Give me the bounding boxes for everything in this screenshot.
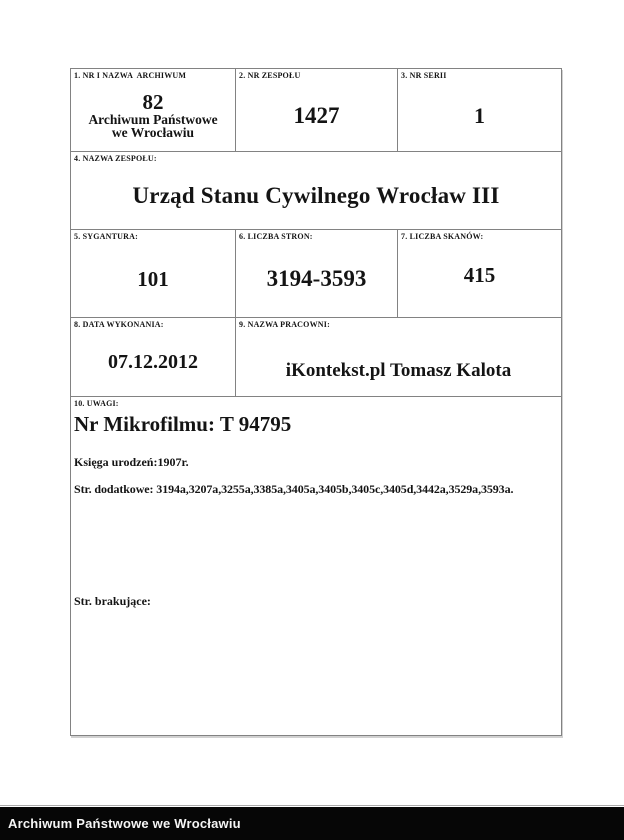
- field-label: 7. LICZBA SKANÓW:: [401, 232, 484, 241]
- archive-name-line2: we Wrocławiu: [111, 125, 195, 141]
- field-value-group: [71, 329, 235, 396]
- field-value-group: [398, 80, 561, 151]
- series-number: 1: [474, 102, 485, 128]
- cell-series-number: [398, 69, 561, 151]
- field-value-group: [71, 80, 235, 151]
- archival-form-table: [70, 68, 562, 736]
- cell-fonds-number: [236, 69, 397, 151]
- cell-fonds-name: [71, 152, 561, 229]
- cell-remarks: [71, 397, 561, 735]
- page-range: 3194-3593: [266, 266, 367, 292]
- execution-date: 07.12.2012: [108, 351, 198, 374]
- cell-studio-name: [236, 318, 561, 396]
- field-label: 2. NR ZESPOŁU: [239, 71, 301, 80]
- scan-count: 415: [463, 262, 496, 287]
- field-value-group: [71, 241, 235, 317]
- archive-name-line1: Archiwum Państwowe: [88, 111, 218, 127]
- field-label: 4. NAZWA ZESPOŁU:: [74, 154, 157, 163]
- footer-bar: [0, 807, 624, 840]
- field-label: 5. SYGANTURA:: [74, 232, 138, 241]
- field-value-group: [236, 80, 397, 151]
- field-label: 10. UWAGI:: [74, 399, 119, 408]
- cell-execution-date: [71, 318, 235, 396]
- field-value-group: [71, 163, 561, 229]
- field-value-group: [398, 241, 561, 317]
- cell-archive-number-name: [71, 69, 235, 151]
- fonds-name: Urząd Stanu Cywilnego Wrocław III: [132, 183, 500, 209]
- fonds-number: 1427: [293, 102, 340, 128]
- field-label: 6. LICZBA STRON:: [239, 232, 313, 241]
- microfilm-number: Nr Mikrofilmu: T 94795: [74, 412, 292, 437]
- cell-signature: [71, 230, 235, 317]
- archive-number: 82: [142, 89, 164, 114]
- signature-number: 101: [137, 266, 169, 291]
- field-label: 1. NR I NAZWA ARCHIWUM: [74, 71, 187, 80]
- missing-pages-note: Str. brakujące:: [74, 594, 151, 609]
- cell-scan-count: [398, 230, 561, 317]
- footer-archive-title: Archiwum Państwowe we Wrocławiu: [8, 816, 241, 831]
- field-value-group: [236, 241, 397, 317]
- studio-name: iKontekst.pl Tomasz Kalota: [285, 359, 512, 381]
- additional-pages-note: Str. dodatkowe: 3194a,3207a,3255a,3385a,3405a,3405b,3405c,3405d,3442a,3529a,3593a.: [74, 482, 514, 497]
- field-label: 9. NAZWA PRACOWNI:: [239, 320, 330, 329]
- field-label: 8. DATA WYKONANIA:: [74, 320, 164, 329]
- cell-page-count: [236, 230, 397, 317]
- footer-divider: [0, 805, 624, 806]
- remarks-body: [71, 408, 561, 609]
- field-value-group: [236, 329, 561, 396]
- field-label: 3. NR SERII: [401, 71, 447, 80]
- register-book-note: Księga urodzeń:1907r.: [74, 455, 189, 470]
